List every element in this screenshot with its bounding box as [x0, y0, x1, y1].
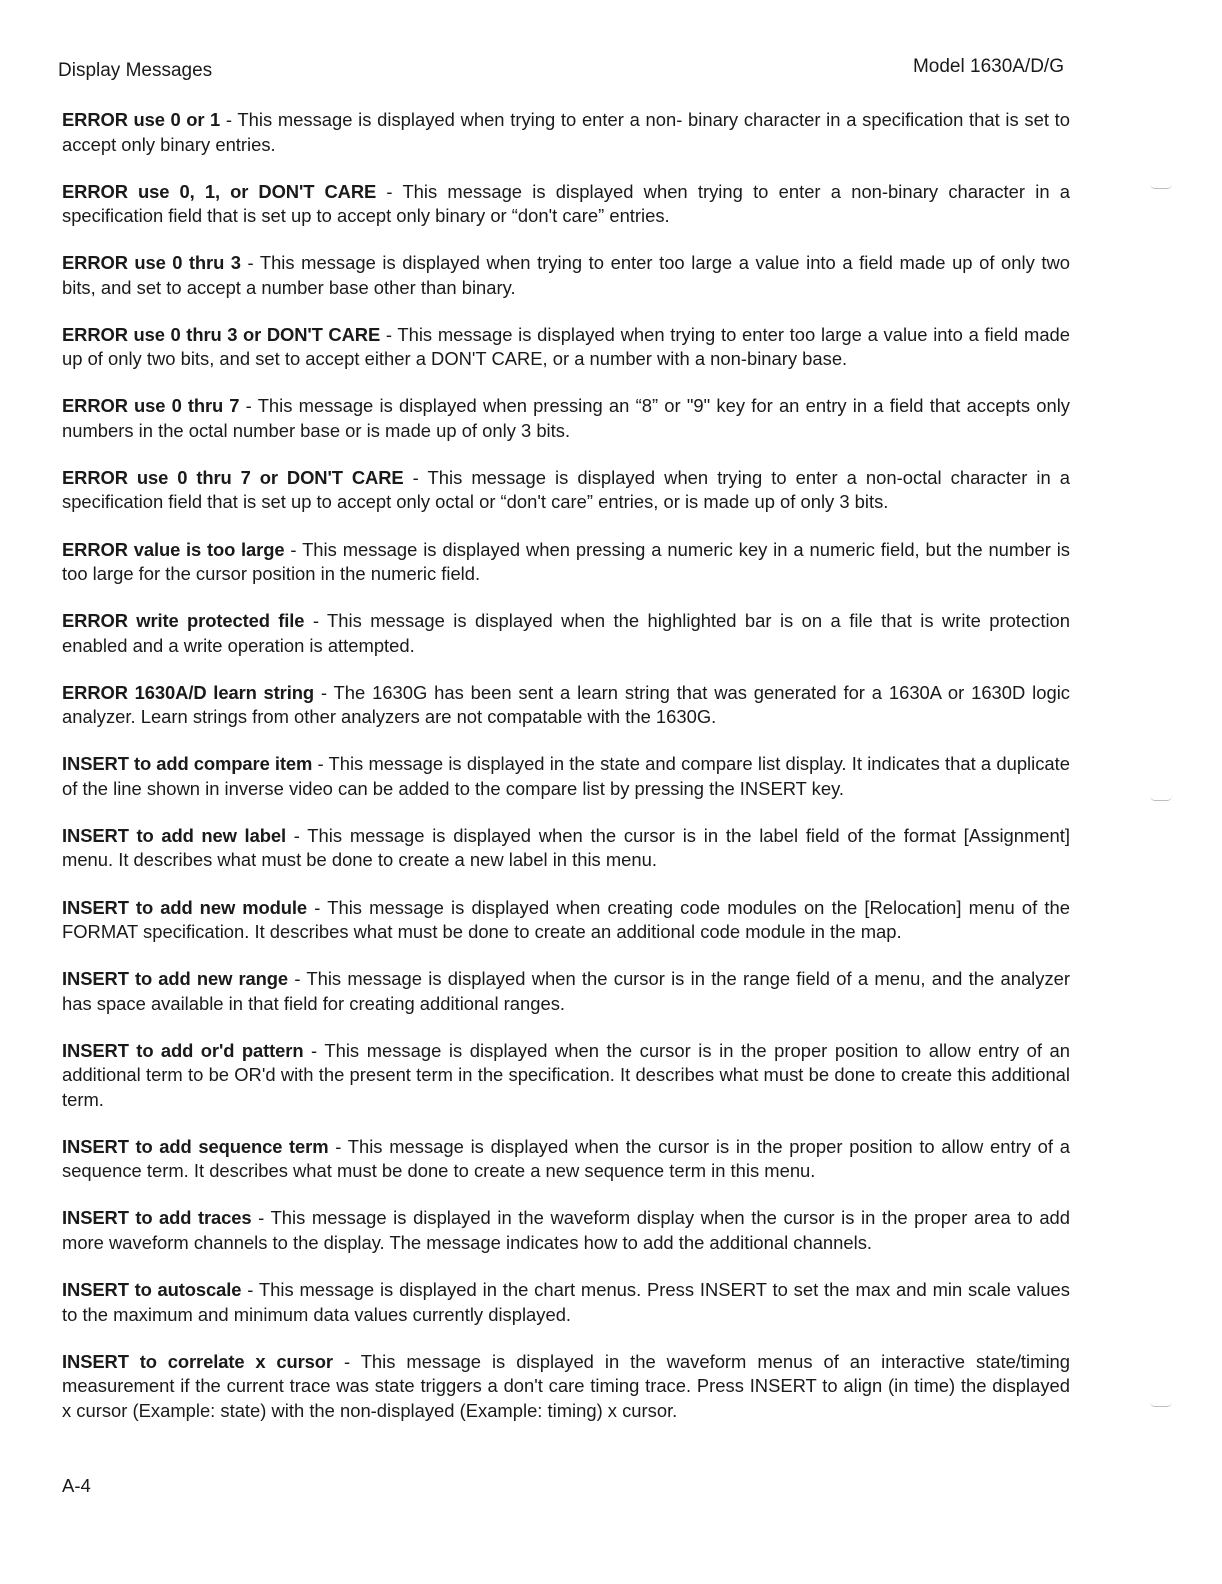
message-entry	[62, 967, 1070, 1016]
message-description: - The 1630G has been sent a learn string that was generated for a 1630A or 1630D logic analyzer. Learn strings from other analyzers are not compatable with the 1630G.	[62, 681, 1070, 728]
message-description: - This message is displayed when the cursor is in the proper position to allow entry of a sequence term. It describes what must be done to create a new sequence term in this menu.	[62, 1135, 1070, 1182]
message-description: - This message is displayed in the waveform display when the cursor is in the proper area to add more waveform channels to the display. The message indicates how to add the additional channels.	[62, 1207, 1071, 1253]
message-entry	[62, 609, 1070, 658]
message-entry	[62, 681, 1070, 730]
section-title: Display Messages	[58, 60, 213, 81]
message-entry	[62, 466, 1070, 515]
message-list	[62, 108, 1070, 1446]
message-description: - This message is displayed when creating code modules on the [Relocation] menu of the FORMAT specification. It describes what must be done to create an additional code module in the map.	[62, 896, 1070, 943]
message-term: INSERT to add sequence term	[62, 1135, 329, 1157]
message-entry	[62, 180, 1070, 229]
message-term: INSERT to add new label	[62, 824, 286, 846]
message-entry	[62, 896, 1070, 945]
message-description: - This message is displayed when trying to enter a non- binary character in a specification that is set to accept only binary entries.	[62, 109, 1070, 155]
message-entry	[62, 1350, 1070, 1424]
message-entry	[62, 538, 1070, 587]
message-term: ERROR value is too large	[62, 538, 285, 560]
message-term: ERROR use 0 thru 7	[62, 395, 240, 417]
message-term: INSERT to add or'd pattern	[62, 1039, 304, 1061]
message-entry	[62, 824, 1070, 873]
message-term: INSERT to correlate x cursor	[62, 1350, 333, 1372]
message-description: - This message is displayed when trying to enter too large a value into a field made up of only two bits, and set to accept either a DON'T CARE, or a number with a non-binary base.	[62, 323, 1070, 370]
message-term: INSERT to autoscale	[62, 1279, 242, 1300]
message-description: - This message is displayed in the waveform menus of an interactive state/timing measurement if the current trace was state triggers a don't care timing trace. Press INSERT to align (in time) the displayed x cursor (Example: state) with the non-displayed (Example: timing) x cursor.	[62, 1350, 1070, 1421]
message-description: - This message is displayed when trying to enter a non-octal character in a specification field that is set up to accept only octal or “don't care” entries, or is made up of only 3 bits.	[62, 466, 1071, 513]
message-entry	[62, 1278, 1070, 1327]
message-description: - This message is displayed when the cursor is in the proper position to allow entry of an additional term to be OR'd with the present term in the specification. It describes what must be done to create this additional term.	[62, 1039, 1070, 1110]
message-term: INSERT to add compare item	[62, 753, 313, 775]
message-description: - This message is displayed in the chart menus. Press INSERT to set the max and min scale values to the maximum and minimum data values currently displayed.	[62, 1279, 1070, 1325]
margin-mark	[1150, 1402, 1172, 1407]
message-entry	[62, 323, 1070, 372]
message-term: ERROR 1630A/D learn string	[62, 681, 315, 703]
message-entry	[62, 1039, 1070, 1113]
model-title: Model 1630A/D/G	[912, 56, 1064, 77]
message-term: INSERT to add new module	[62, 896, 308, 918]
message-entry	[62, 251, 1070, 300]
message-entry	[62, 394, 1070, 443]
message-term: ERROR use 0 or 1	[62, 109, 221, 130]
message-term: INSERT to add traces	[62, 1207, 252, 1229]
message-entry	[62, 108, 1070, 157]
message-entry	[62, 1135, 1070, 1184]
message-entry	[62, 752, 1070, 801]
message-description: - This message is displayed when pressing an “8” or "9" key for an entry in a field that accepts only numbers in the octal number base or is made up of only 3 bits.	[62, 395, 1070, 441]
page-number: A-4	[62, 1475, 91, 1496]
margin-mark	[1150, 796, 1172, 801]
message-term: INSERT to add new range	[62, 968, 289, 990]
message-entry	[62, 1206, 1070, 1255]
message-description: - This message is displayed when trying to enter too large a value into a field made up of only two bits, and set to accept a number base other than binary.	[62, 252, 1070, 298]
message-description: - This message is displayed in the state and compare list display. It indicates that a duplicate of the line shown in inverse video can be added to the compare list by pressing the INSERT key.	[62, 753, 1070, 799]
message-term: ERROR use 0 thru 3 or DON'T CARE	[62, 323, 381, 345]
message-description: - This message is displayed when the highlighted bar is on a file that is write protection enabled and a write operation is attempted.	[62, 610, 1070, 656]
page-header	[58, 56, 1064, 86]
message-description: - This message is displayed when the cursor is in the label field of the format [Assignment] menu. It describes what must be done to create a new label in this menu.	[62, 824, 1070, 871]
message-term: ERROR write protected file	[62, 610, 305, 632]
margin-mark	[1150, 184, 1172, 189]
message-term: ERROR use 0 thru 3	[62, 252, 241, 274]
message-description: - This message is displayed when pressing a numeric key in a numeric field, but the number is too large for the cursor position in the numeric field.	[62, 538, 1070, 585]
message-term: ERROR use 0, 1, or DON'T CARE	[62, 180, 377, 202]
message-description: - This message is displayed when the cursor is in the range field of a menu, and the analyzer has space available in that field for creating additional ranges.	[62, 968, 1070, 1014]
message-term: ERROR use 0 thru 7 or DON'T CARE	[62, 466, 404, 488]
message-description: - This message is displayed when trying to enter a non-binary character in a specification field that is set up to accept only binary or “don't care” entries.	[62, 180, 1070, 227]
